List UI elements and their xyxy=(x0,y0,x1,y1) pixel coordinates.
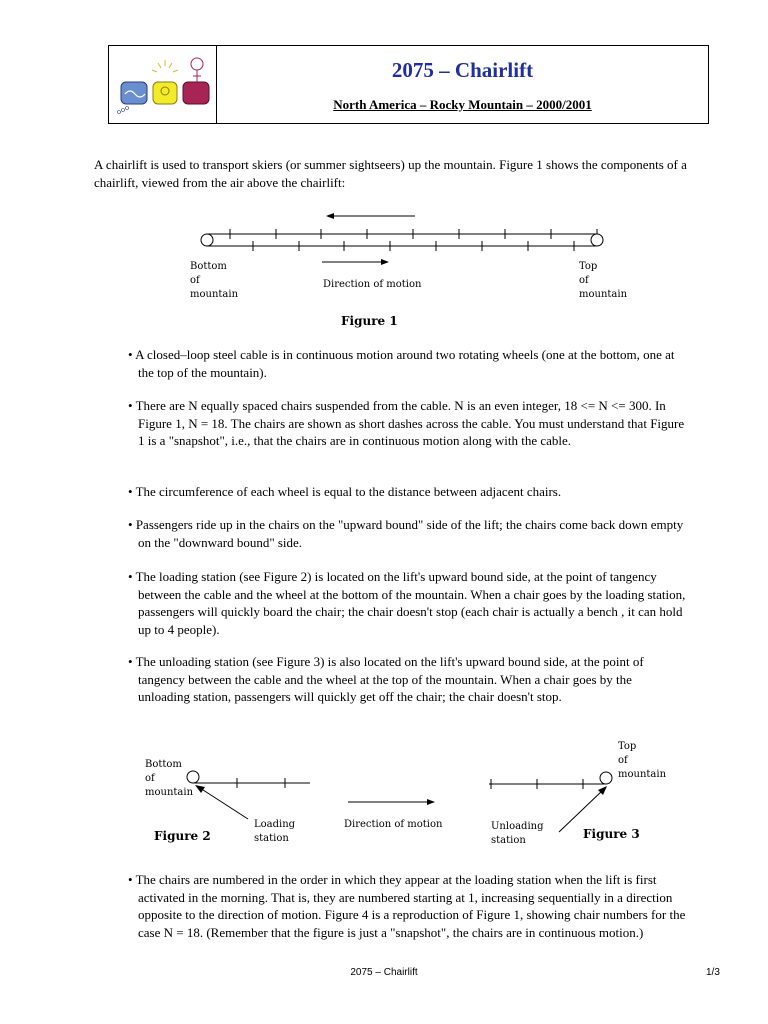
figure3-station-label: Unloading station xyxy=(491,821,544,846)
bullet-list-item: • The loading station (see Figure 2) is located on the lift's upward bound side, at the point of tangency between the cable and the wheel at the bottom of the mountain. When a chair goes by the loading station, passengers will quickly board the chair; the chair doesn't stop (each chair is actually a bench , it can hold up to 4 people). xyxy=(128,569,686,637)
figure1-direction-label: Direction of motion xyxy=(323,279,422,290)
bullet-list-item: • The circumference of each wheel is equal to the distance between adjacent chairs. xyxy=(128,484,562,499)
figure1-lower-arrow xyxy=(322,259,389,265)
bullet-list-item: • The chairs are numbered in the order in which they appear at the loading station when the lift is first activated in the morning. That is, they are numbered starting at 1, increasing sequentially in a direction opposite to the direction of motion. Figure 4 is a reproduction of Figure 1, showing chair numbers for the case N = 18. (Remember that the figure is just a "snapshot", the chairs are in continuous motion.) xyxy=(128,872,686,940)
bullet-list-item: • There are N equally spaced chairs suspended from the cable. N is an even integer, 18 <= N <= 300. In Figure 1, N = 18. The chairs are shown as short dashes across the cable. You must understand that Figure 1 is a "snapshot", i.e., that the chairs are in continuous motion along with the cable. xyxy=(128,398,685,448)
figure1-top-label: Top of mountain xyxy=(579,261,628,300)
contest-logo xyxy=(109,46,216,123)
footer-title: 2075 – Chairlift xyxy=(350,967,418,978)
figure1-bottom-label: Bottom of mountain xyxy=(190,261,239,300)
figure1-caption: Figure 1 xyxy=(341,314,398,328)
figure3-pointer xyxy=(559,790,603,832)
figure2-bottom-label: Bottom of mountain xyxy=(145,759,194,798)
bullet-list-item: • The unloading station (see Figure 3) is also located on the lift's upward bound side, at the point of tangency between the cable and the wheel at the top of the mountain. When a chair goes by the unloading station, passengers will quickly get off the chair; the chair doesn't stop. xyxy=(128,654,644,704)
figure3-caption: Figure 3 xyxy=(583,827,640,841)
figure1-diagram xyxy=(0,205,768,315)
figure2-diagram xyxy=(187,771,310,819)
intro-paragraph: A chairlift is used to transport skiers (or summer sightseers) up the mountain. Figure 1 shows the components of a chairlift, viewed from the air above the chairlift: xyxy=(94,157,687,190)
footer-page-number: 1/3 xyxy=(706,967,720,978)
bullet-list-item: • A closed–loop steel cable is in continuous motion around two rotating wheels (one at the bottom, one at the top of the mountain). xyxy=(128,347,675,380)
figure3-top-wheel xyxy=(600,772,612,784)
middle-direction-label: Direction of motion xyxy=(344,819,443,830)
figure1-top-wheel xyxy=(591,234,603,246)
figure1-upper-arrow xyxy=(326,213,415,219)
figure2-pointer xyxy=(200,788,248,819)
page-subtitle: North America – Rocky Mountain – 2000/2001 xyxy=(333,97,592,112)
figure2-caption: Figure 2 xyxy=(154,829,211,843)
page-title: 2075 – Chairlift xyxy=(391,58,534,82)
header-box xyxy=(108,45,709,124)
logo-cell xyxy=(109,46,217,123)
bullet-list-item: • Passengers ride up in the chairs on the "upward bound" side of the lift; the chairs come back down empty on the "downward bound" side. xyxy=(128,517,684,550)
figure1-bottom-wheel xyxy=(201,234,213,246)
figure3-top-label: Top of mountain xyxy=(618,741,667,780)
figure2-station-label: Loading station xyxy=(254,819,296,844)
middle-direction-arrow xyxy=(348,799,435,805)
